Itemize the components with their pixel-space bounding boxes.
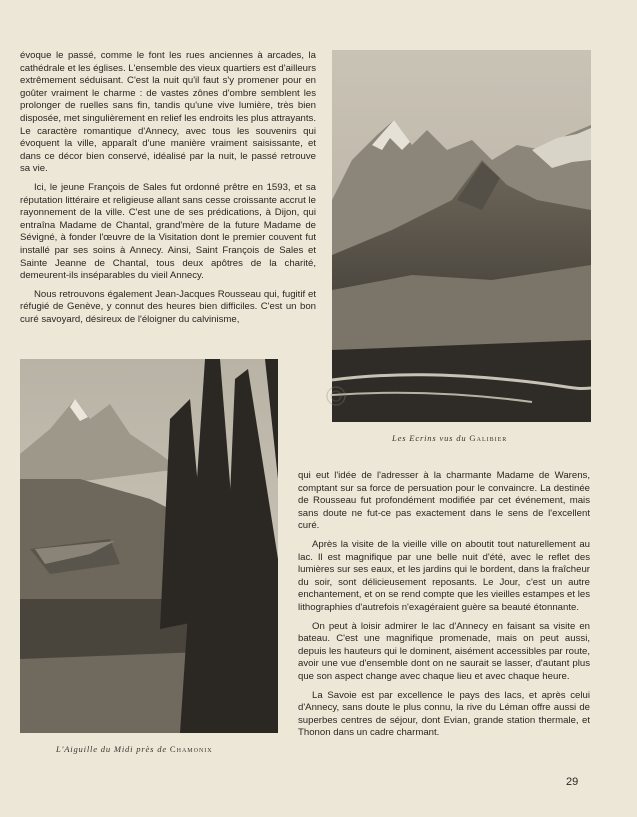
paragraph: Nous retrouvons également Jean-Jacques Rousseau qui, fugitif et réfugié de Genève, y connut des heures bien difficiles. C'est un bon curé savoyard, désireux de l'éloigner du calvinisme, xyxy=(20,288,316,325)
paragraph: Après la visite de la vieille ville on aboutit tout naturellement au lac. Il est magnifique par une belle nuit d'été, avec le reflet des lumières sur ses eaux, et les jardins qui le bordent, dans la fraîcheur du soir, sont délicieusement reposants. Le Jour, c'est un autre enchantement, et on se rend compte que les vieilles estampes et les lithographies d'autrefois n'exagéraient guère sa beauté étonnante. xyxy=(298,538,590,613)
paragraph: Ici, le jeune François de Sales fut ordonné prêtre en 1593, et sa réputation littéraire et religieuse allant sans cesse croissante accrut le rayonnement de la ville. C'est une de ses prédications, à Dijon, qui entraîna Madame de Chantal, grand'mère de la future Madame de Sévigné, à fonder l'œuvre de la Visitation dont le premier couvent fut installé par ses soins à Annecy. Ainsi, Saint François de Sales et Sainte Jeanne de Chantal, tous deux apôtres de la charité, demeurent-ils inséparables du vieil Annecy. xyxy=(20,181,316,282)
photo-ecrins-galibier xyxy=(332,50,591,422)
photo-aiguille-du-midi xyxy=(20,359,278,733)
page-number: 29 xyxy=(566,776,579,788)
alpine-forest-image xyxy=(20,359,278,733)
caption-text: L'Aiguille du Midi près de xyxy=(56,744,170,754)
caption-ecrins xyxy=(392,433,507,443)
caption-text: Les Ecrins vus du xyxy=(392,433,470,443)
bottom-text-column xyxy=(298,470,590,746)
mountain-landscape-image xyxy=(332,50,591,422)
top-text-column xyxy=(20,50,316,332)
caption-place: Chamonix xyxy=(169,744,213,754)
paragraph: La Savoie est par excellence le pays des lacs, et après celui d'Annecy, sans doute le plus connu, la rive du Léman offre aussi de superbes centres de séjour, dont Evian, grande station thermale, et Thonon dans un cadre charmant. xyxy=(298,689,590,739)
paragraph: évoque le passé, comme le font les rues anciennes à arcades, la cathédrale et les églises. L'ensemble des vieux quartiers est d'ailleurs extrêmement séduisant. C'est la nuit qu'il faut s'y promener pour en goûter vraiment le charme : de vastes zônes d'ombre semblent les prolonger de ruelles sans fin, tandis qu'une vive lumière, très bien disposée, met singulièrement en relief les endroits les plus attrayants. Le caractère romantique d'Annecy, avec tous les souvenirs qui évoquent la ville, apparaît d'une manière vraiment saisissante, et dans ce décor bien conservé, idéalisé par la nuit, le passé retrouve sa vie. xyxy=(20,50,316,175)
caption-aiguille xyxy=(56,744,213,754)
paragraph: On peut à loisir admirer le lac d'Annecy en faisant sa visite en bateau. C'est une magnifique promenade, mais on peut aussi, depuis les hauteurs qui le dominent, aisément accessibles par route, avoir une vue d'ensemble dont on ne saurait se lasser, d'autant plus que son aspect change avec chaque lieu et avec chaque heure. xyxy=(298,620,590,682)
library-stamp-icon xyxy=(325,384,347,408)
caption-place: Galibier xyxy=(469,433,508,443)
paragraph: qui eut l'idée de l'adresser à la charmante Madame de Warens, comptant sur sa force de persuation pour le convaincre. La destinée de Rousseau fut profondément modifiée par cet événement, mais sans doute ne fut-ce pas exactement dans le sens de l'excellent curé. xyxy=(298,470,590,532)
